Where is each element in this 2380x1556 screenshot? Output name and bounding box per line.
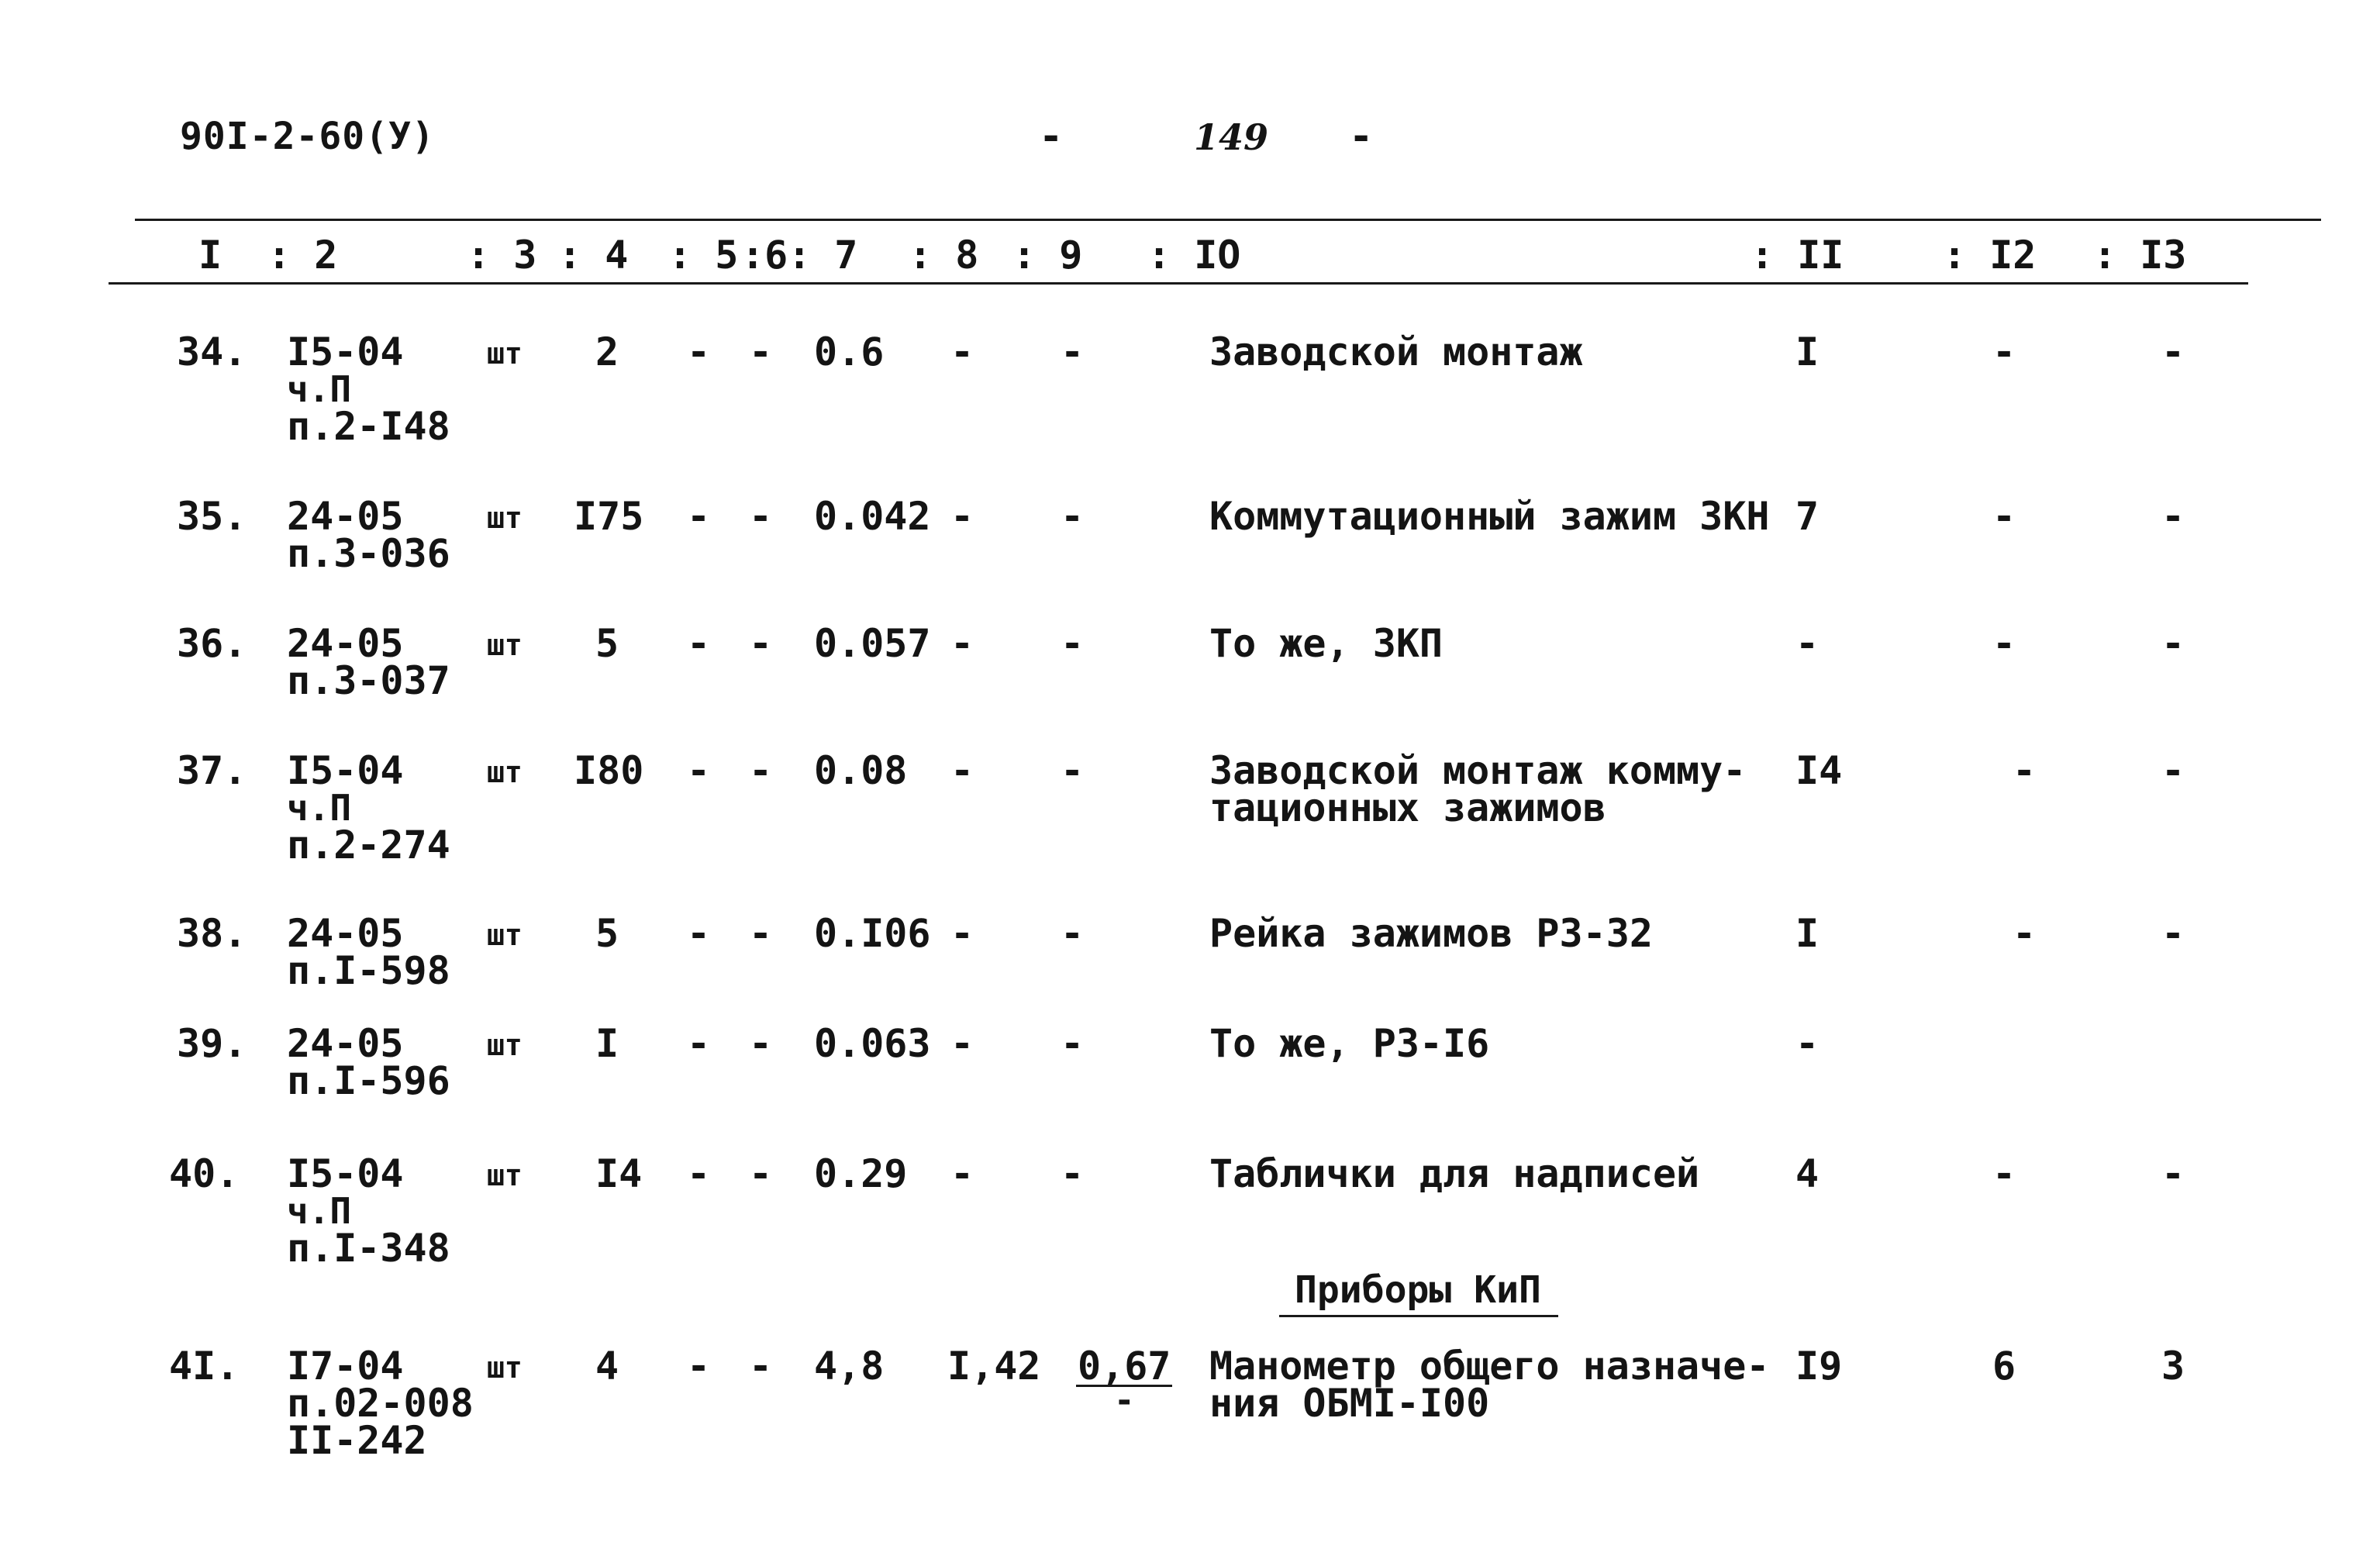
row-unit: шт bbox=[487, 1158, 523, 1192]
row-code-line: 24-05 bbox=[287, 911, 404, 956]
col-header-8: : 8 bbox=[909, 233, 979, 278]
section-title-underline bbox=[1279, 1315, 1558, 1317]
row-col13: - bbox=[2161, 329, 2185, 374]
row-col6: - bbox=[749, 1021, 773, 1066]
row-description bbox=[1209, 1151, 1700, 1196]
row-col9: - bbox=[1061, 329, 1085, 374]
row-code-line: 24-05 bbox=[287, 1021, 404, 1066]
row-code-line: ч.П bbox=[287, 787, 352, 829]
row-col11: - bbox=[1795, 621, 1819, 666]
row-unit: шт bbox=[487, 1351, 523, 1385]
row-col11: I bbox=[1795, 911, 1819, 956]
row-code bbox=[287, 621, 450, 703]
row-col8: - bbox=[950, 911, 974, 956]
col-header-3: : 3 bbox=[467, 233, 537, 278]
row-col12: - bbox=[1992, 621, 2016, 666]
row-qty: I75 bbox=[574, 494, 644, 539]
row-code-line: п.2-274 bbox=[287, 823, 450, 868]
row-code bbox=[287, 911, 450, 993]
row-qty: 5 bbox=[595, 621, 619, 666]
row-qty: 5 bbox=[595, 911, 619, 956]
row-col7: 4,8 bbox=[814, 1344, 885, 1389]
col-header-1: I bbox=[198, 233, 222, 278]
row-col12: 6 bbox=[1992, 1344, 2016, 1389]
row-description-line: Манометр общего назначе- bbox=[1209, 1344, 1770, 1389]
row-qty: I bbox=[595, 1021, 619, 1066]
row-col11: - bbox=[1795, 1021, 1819, 1066]
row-col5: - bbox=[687, 1344, 711, 1389]
row-code-line: п.02-008 bbox=[287, 1381, 474, 1426]
row-col6: - bbox=[749, 621, 773, 666]
row-code-line: ч.П bbox=[287, 368, 352, 410]
row-col11: I bbox=[1795, 329, 1819, 374]
row-col5: - bbox=[687, 494, 711, 539]
row-code-line: I5-04 bbox=[287, 329, 404, 374]
row-col9: - bbox=[1061, 494, 1085, 539]
row-col7: 0.6 bbox=[814, 329, 885, 374]
row-col5: - bbox=[687, 911, 711, 956]
col-header-6: :6 bbox=[741, 233, 788, 278]
row-col8: - bbox=[950, 329, 974, 374]
row-col11: I9 bbox=[1795, 1344, 1843, 1389]
row-col5: - bbox=[687, 748, 711, 793]
row-number: 38. bbox=[177, 911, 247, 956]
row-description-line: Коммутационный зажим ЗКН bbox=[1209, 494, 1770, 539]
row-description bbox=[1209, 1344, 1770, 1426]
row-code-line: п.I-348 bbox=[287, 1226, 450, 1271]
document-code: 90I-2-60(У) bbox=[180, 115, 435, 158]
fraction-numerator: 0,67 bbox=[1078, 1344, 1171, 1389]
row-col5: - bbox=[687, 329, 711, 374]
row-code-line: п.I-598 bbox=[287, 948, 450, 993]
row-col12: - bbox=[1992, 494, 2016, 539]
row-col7: 0.29 bbox=[814, 1151, 908, 1196]
row-number: 37. bbox=[177, 748, 247, 793]
row-col13: - bbox=[2161, 494, 2185, 539]
fraction-denominator: - bbox=[1113, 1381, 1135, 1420]
row-code bbox=[287, 329, 450, 449]
col-header-5: : 5 bbox=[668, 233, 739, 278]
page-dash-left: - bbox=[1039, 113, 1064, 160]
table-top-rule bbox=[135, 219, 2321, 221]
row-col5: - bbox=[687, 1021, 711, 1066]
row-col6: - bbox=[749, 911, 773, 956]
row-description bbox=[1209, 621, 1444, 666]
row-col6: - bbox=[749, 1344, 773, 1389]
row-col13: - bbox=[2161, 911, 2185, 956]
row-number: 35. bbox=[177, 494, 247, 539]
row-code-line: 24-05 bbox=[287, 494, 404, 539]
row-unit: шт bbox=[487, 336, 523, 371]
row-number: 4I. bbox=[169, 1344, 240, 1389]
row-col11: 4 bbox=[1795, 1151, 1819, 1196]
row-unit: шт bbox=[487, 1028, 523, 1062]
row-code-line: I7-04 bbox=[287, 1344, 404, 1389]
row-description bbox=[1209, 911, 1653, 956]
row-description-line: тационных зажимов bbox=[1209, 785, 1606, 830]
page-number: 149 bbox=[1194, 116, 1269, 158]
row-col13: 3 bbox=[2161, 1344, 2185, 1389]
row-description-line: Заводской монтаж bbox=[1209, 329, 1583, 374]
row-unit: шт bbox=[487, 755, 523, 789]
row-description bbox=[1209, 329, 1583, 374]
row-code bbox=[287, 748, 450, 868]
row-col11: I4 bbox=[1795, 748, 1843, 793]
row-number: 34. bbox=[177, 329, 247, 374]
row-col13: - bbox=[2161, 1151, 2185, 1196]
row-col7: 0.057 bbox=[814, 621, 931, 666]
col-header-12: : I2 bbox=[1943, 233, 2037, 278]
row-number: 36. bbox=[177, 621, 247, 666]
row-code bbox=[287, 494, 450, 576]
col-header-9: : 9 bbox=[1012, 233, 1083, 278]
row-description bbox=[1209, 1021, 1490, 1066]
col-header-2: : 2 bbox=[267, 233, 338, 278]
row-col7: 0.063 bbox=[814, 1021, 931, 1066]
row-qty: I4 bbox=[595, 1151, 643, 1196]
row-code-line: I5-04 bbox=[287, 1151, 404, 1196]
table-header-rule bbox=[109, 282, 2248, 285]
row-col8: - bbox=[950, 1151, 974, 1196]
col-header-13: : I3 bbox=[2093, 233, 2187, 278]
row-col6: - bbox=[749, 329, 773, 374]
row-col12: - bbox=[1992, 329, 2016, 374]
page-dash-right: - bbox=[1349, 113, 1374, 160]
row-code-line: п.3-036 bbox=[287, 531, 450, 576]
row-col8: - bbox=[950, 621, 974, 666]
row-col9: - bbox=[1061, 621, 1085, 666]
row-code-line: п.I-596 bbox=[287, 1058, 450, 1103]
row-col11: 7 bbox=[1795, 494, 1819, 539]
col-header-10: : IO bbox=[1147, 233, 1241, 278]
section-title: Приборы КиП bbox=[1295, 1268, 1541, 1312]
row-col7: 0.042 bbox=[814, 494, 931, 539]
row-code bbox=[287, 1021, 450, 1103]
row-unit: шт bbox=[487, 918, 523, 952]
row-col6: - bbox=[749, 494, 773, 539]
row-col9: - bbox=[1061, 748, 1085, 793]
row-col9-fraction bbox=[1076, 1344, 1172, 1420]
row-code-line: ч.П bbox=[287, 1190, 352, 1232]
row-qty: I80 bbox=[574, 748, 644, 793]
col-header-7: : 7 bbox=[788, 233, 858, 278]
row-code-line: I5-04 bbox=[287, 748, 404, 793]
row-code-line: II-242 bbox=[287, 1418, 427, 1463]
row-col13: - bbox=[2161, 748, 2185, 793]
row-col12: - bbox=[2013, 911, 2037, 956]
row-col6: - bbox=[749, 1151, 773, 1196]
row-description bbox=[1209, 748, 1747, 830]
row-col12: - bbox=[1992, 1151, 2016, 1196]
row-col7: 0.I06 bbox=[814, 911, 931, 956]
row-code-line: п.2-I48 bbox=[287, 404, 450, 449]
row-description-line: Рейка зажимов РЗ-32 bbox=[1209, 911, 1653, 956]
row-unit: шт bbox=[487, 501, 523, 535]
row-col9: - bbox=[1061, 911, 1085, 956]
row-col7: 0.08 bbox=[814, 748, 908, 793]
row-col8: - bbox=[950, 1021, 974, 1066]
row-code-line: п.3-037 bbox=[287, 658, 450, 703]
row-description bbox=[1209, 494, 1770, 539]
row-col9: - bbox=[1061, 1151, 1085, 1196]
row-number: 39. bbox=[177, 1021, 247, 1066]
row-col6: - bbox=[749, 748, 773, 793]
row-code bbox=[287, 1344, 474, 1463]
row-description-line: ния ОБМI-I00 bbox=[1209, 1381, 1490, 1426]
row-qty: 4 bbox=[595, 1344, 619, 1389]
row-number: 40. bbox=[169, 1151, 240, 1196]
row-col13: - bbox=[2161, 621, 2185, 666]
row-qty: 2 bbox=[595, 329, 619, 374]
row-code-line: 24-05 bbox=[287, 621, 404, 666]
row-col8: - bbox=[950, 748, 974, 793]
row-code bbox=[287, 1151, 450, 1271]
row-description-line: То же, РЗ-I6 bbox=[1209, 1021, 1490, 1066]
row-col5: - bbox=[687, 1151, 711, 1196]
row-col5: - bbox=[687, 621, 711, 666]
row-description-line: Заводской монтаж комму- bbox=[1209, 748, 1747, 793]
row-col8: - bbox=[950, 494, 974, 539]
col-header-4: : 4 bbox=[558, 233, 629, 278]
row-col9: - bbox=[1061, 1021, 1085, 1066]
row-col8: I,42 bbox=[947, 1344, 1041, 1389]
col-header-11: : II bbox=[1751, 233, 1844, 278]
row-description-line: То же, ЗКП bbox=[1209, 621, 1444, 666]
row-description-line: Таблички для надписей bbox=[1209, 1151, 1700, 1196]
row-unit: шт bbox=[487, 628, 523, 662]
row-col12: - bbox=[2013, 748, 2037, 793]
